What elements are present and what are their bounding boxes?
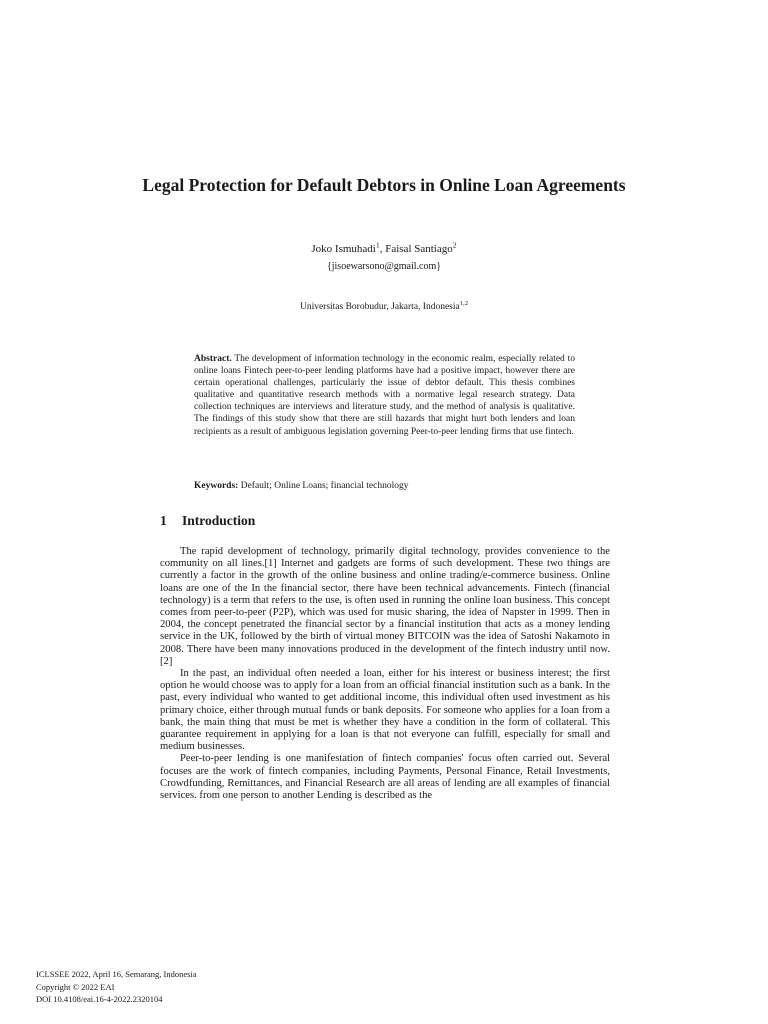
section-heading xyxy=(160,512,255,530)
keywords xyxy=(194,480,575,492)
abstract-label: Abstract. xyxy=(194,354,232,364)
section-number: 1 xyxy=(160,513,167,528)
body-paragraph: Peer-to-peer lending is one manifestation of fintech companies' focus often carried out. Several focuses are the work of fintech companies, including Payments, Personal Finance, Retail Investments, Crowdfunding, Remittances, and Financial Research are all areas of lending are all examples of financial services. from one person to another Lending is described as the xyxy=(160,753,610,802)
introduction-body xyxy=(160,546,610,802)
keywords-label: Keywords: xyxy=(194,481,239,491)
copyright-notice: Copyright © 2022 EAI xyxy=(36,981,115,992)
doi: DOI 10.4108/eai.16-4-2022.2320104 xyxy=(36,994,163,1004)
author-superscript: 1 xyxy=(375,240,380,250)
section-title: Introduction xyxy=(182,513,256,528)
body-paragraph: The rapid development of technology, primarily digital technology, provides convenience to the community on all lines.[1] Internet and gadgets are forms of such development. These two things are currently a factor in the growth of the online business and online trading/e-commerce business. Online loans are one of the In the financial sector, there have been technical advancements. Fintech (financial technology) is a term that refers to the use, is often used in running the online loan business. This concept comes from peer-to-peer (P2P), which was used for music sharing, the idea of Napster in 1999. Then in 2004, the concept penetrated the financial sector by a financial institution that acts as a money lending service in the UK, followed by the birth of virtual money BITCOIN was the idea of Satoshi Nakamoto in 2008. There have been many innovations produced in the development of the fintech industry until now.[2] xyxy=(160,546,610,667)
affiliation-superscript: 1,2 xyxy=(459,299,469,307)
affiliation-text: Universitas Borobudur, Jakarta, Indonesia xyxy=(299,302,460,312)
author-name: Faisal Santiago xyxy=(385,243,453,255)
author-separator: , xyxy=(379,243,386,255)
author-list xyxy=(0,242,768,256)
abstract-text: The development of information technology in the economic realm, especially related to online loans Fintech peer-to-peer lending platforms have had a positive impact, however there are certain operational challenges, particularly the issue of debtor default. This thesis combines qualitative and quantitative research methods with a normative legal research strategy. Data collection techniques are interviews and literature study, and the method of analysis is qualitative. The findings of this study show that there are still hazards that might hurt both lenders and loan recipients as a result of ambiguous legislation governing Peer-to-peer lending firms that use fintech. xyxy=(194,354,575,437)
page-footer xyxy=(36,968,197,1006)
affiliation xyxy=(0,301,768,313)
author-name: Joko Ismuhadi xyxy=(311,243,376,255)
author-email: {jisoewarsono@gmail.com} xyxy=(326,261,442,272)
keywords-text: Default; Online Loans; financial technology xyxy=(240,481,409,491)
paper-title: Legal Protection for Default Debtors in Online Loan Agreements xyxy=(142,175,626,195)
body-paragraph: In the past, an individual often needed a loan, either for his interest or business interest; the first option he would choose was to apply for a loan from an official financial institution such as a bank. In the past, every individual who wanted to get additional income, this individual often used investment as his primary choice, either through mutual funds or bank deposits. For someone who applies for a loan from a bank, the main thing that must be met is whether they have a condition in the form of collateral. This guarantee requirement in applying for a loan is that not everyone can fulfill, especially for small and medium businesses. xyxy=(160,668,610,753)
author-superscript: 2 xyxy=(452,240,457,250)
conference-info: ICLSSEE 2022, April 16, Semarang, Indonesia xyxy=(36,969,197,979)
abstract xyxy=(194,353,575,438)
